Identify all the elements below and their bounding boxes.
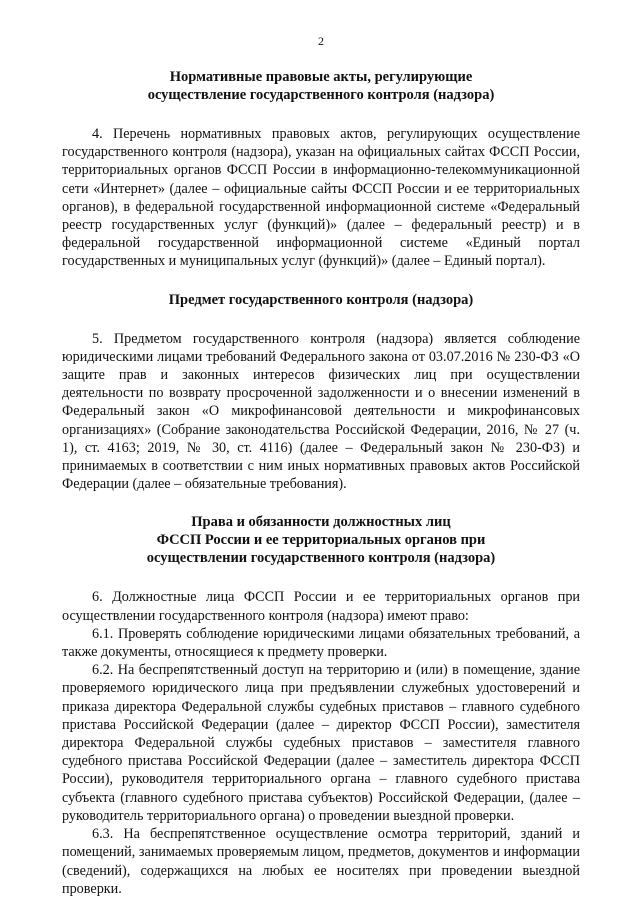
heading-line: Нормативные правовые акты, регулирующие [169, 69, 473, 85]
heading-line: осуществление государственного контроля (надзора) [147, 87, 495, 103]
section-heading-rights [62, 513, 580, 567]
section-heading-normative-acts [62, 68, 580, 104]
heading-line: Права и обязанности должностных лиц [191, 514, 451, 531]
paragraph-6-3: 6.3. На беспрепятственное осуществление осмотра территорий, зданий и помещений, занимаемых проверяемым лицом, предметов, документов и информации (сведений), содержащихся на любых ее носителях при проведении выездной проверки. [62, 826, 580, 897]
paragraph-5: 5. Предметом государственного контроля (надзора) является соблюдение юридическими лицами требований Федерального закона от 03.07.2016 № 230-ФЗ «О защите прав и законных интересов физических лиц при осуществлении деятельности по возврату просроченной задолженности и о внесении изменений в Федеральный закон «О микрофинансовой деятельности и микрофинансовых организациях» (Собрание законодательства Российской Федерации, 2016, № 27 (ч. 1), ст. 4163; 2019, № 30, ст. 4116) (далее – Федеральный закон № 230-ФЗ) и принимаемых в соответствии с ним иных нормативных правовых актов Российской Федерации (далее – обязательные требования). [62, 330, 580, 493]
heading-line: ФССП России и ее территориальных органов при [156, 532, 486, 549]
heading-line: Предмет государственного контроля (надзора) [168, 291, 474, 308]
heading-line: осуществлении государственного контроля (надзора) [146, 550, 496, 567]
paragraph-6-1: 6.1. Проверять соблюдение юридическими лицами обязательных требований, а также документы, относящиеся к предмету проверки. [62, 625, 580, 661]
paragraph-4: 4. Перечень нормативных правовых актов, регулирующих осуществление государственного контроля (надзора), указан на официальных сайтах ФССП России, территориальных органов ФССП России в информационно-телекоммуникационной сети «Интернет» (далее – официальные сайты ФССП России и ее территориальных органов), в федеральной государственной информационной системе «Федеральный реестр государственных услуг (функций)» (далее – федеральный реестр) и в федеральной государственной информационной системе «Единый портал государственных и муниципальных услуг (функций)» (далее – Единый портал). [62, 126, 580, 270]
section-heading-subject [62, 291, 580, 309]
paragraph-6: 6. Должностные лица ФССП России и ее территориальных органов при осуществлении государственного контроля (надзора) имеют право: [62, 589, 580, 624]
paragraph-6-2: 6.2. На беспрепятственный доступ на территорию и (или) в помещение, здание проверяемого юридического лица при предъявлении служебных удостоверений и приказа директора Федеральной службы судебных приставов – главного судебного пристава Российской Федерации (далее – директор ФССП России), заместителя директора Федеральной службы судебных приставов – заместителя главного судебного пристава Российской Федерации (далее – заместитель директора ФССП России), руководителя территориального органа – главного судебного пристава субъекта (главного судебного пристава субъектов) Российской Федерации, (далее – руководитель территориального органа) о проведении выездной проверки. [62, 662, 580, 824]
page-number: 2 [318, 34, 324, 48]
